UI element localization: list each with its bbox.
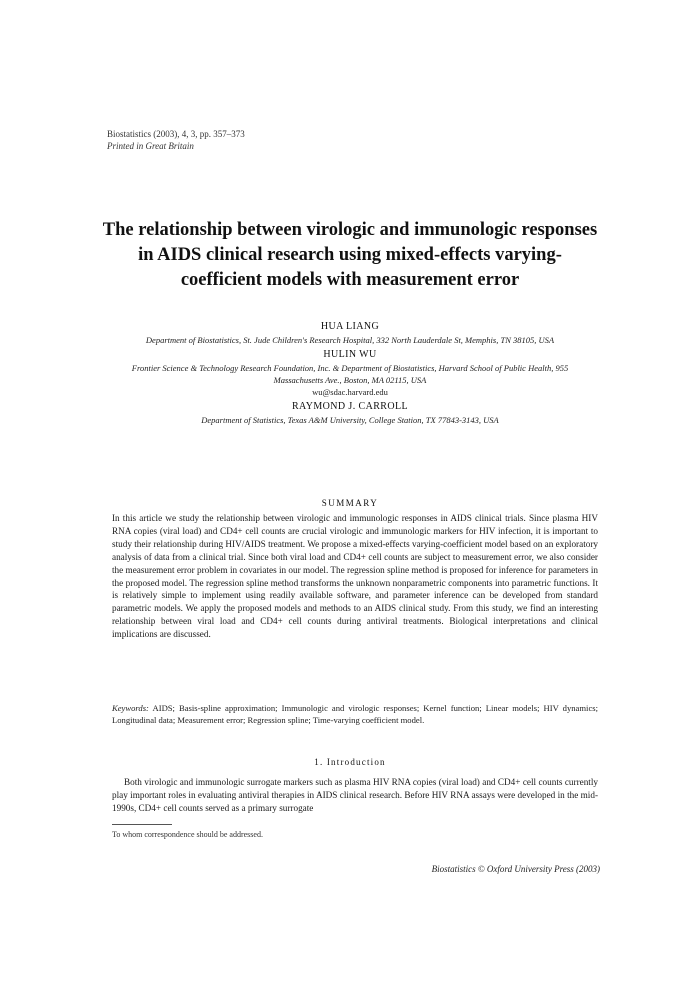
summary-heading: SUMMARY	[321, 498, 379, 508]
author-name: RAYMOND J. CARROLL	[291, 401, 408, 412]
section-heading-introduction: 1. Introduction	[314, 757, 386, 767]
author-name: HULIN WU	[323, 349, 377, 360]
keywords-list: AIDS; Basis-spline approximation; Immunologic and virologic responses; Kernel function; Linear models; HIV dynamics; Longitudinal data; Measurement error; Regression spline; Time-varying coefficient model.	[112, 703, 598, 725]
author-affiliation: Department of Statistics, Texas A&M University, College Station, TX 77843-3143, USA	[201, 415, 499, 425]
author-block	[120, 318, 580, 426]
author-email[interactable]: wu@sdac.harvard.edu	[312, 387, 388, 397]
author-affiliation: Frontier Science & Technology Research Foundation, Inc. & Department of Biostatistics, Harvard School of Public Health, 955 Massachusetts Ave., Boston, MA 02115, USA	[131, 363, 569, 385]
keywords-label: Keywords:	[112, 703, 149, 713]
paper-title: The relationship between virologic and immunologic responses in AIDS clinical research using mixed-effects varying-coefficient models with measurement error	[102, 220, 598, 290]
journal-reference	[107, 128, 245, 152]
printed-in-note: Printed in Great Britain	[107, 141, 194, 151]
abstract-text: In this article we study the relationship between virologic and immunologic responses in AIDS clinical trials. Since plasma HIV RNA copies (viral load) and CD4+ cell counts are crucial virologic and immunologic markers for HIV infection, it is important to study their relationship during HIV/AIDS treatment. We propose a mixed-effects varying-coefficient model based on an exploratory analysis of data from a clinical trial. Since both viral load and CD4+ cell counts are subject to measurement error, we also consider the measurement error problem in covariates in our model. The regression spline method is proposed for inference for parameters in the proposed model. The regression spline method transforms the unknown nonparametric components into parametric functions. It is relatively simple to implement using readily available software, and parameter inference can be developed from standard parametric models. We apply the proposed models and methods to an AIDS clinical study. From this study, we find an interesting relationship between viral load and CD4+ cell counts during antiviral treatments. Biological interpretations and clinical implications are discussed.	[112, 513, 598, 640]
footnote-divider	[112, 824, 172, 825]
introduction-text: Both virologic and immunologic surrogate markers such as plasma HIV RNA copies (viral load) and CD4+ cell counts currently play important roles in evaluating antiviral therapies in AIDS clinical research. Before HIV RNA assays were developed in the mid-1990s, CD4+ cell counts served as a primary surrogate	[112, 777, 598, 813]
footnote: To whom correspondence should be addressed.	[112, 830, 263, 839]
author-affiliation: Department of Biostatistics, St. Jude Children's Research Hospital, 332 North Lauderdale St, Memphis, TN 38105, USA	[145, 335, 555, 345]
journal-citation: Biostatistics (2003), 4, 3, pp. 357–373	[107, 129, 245, 139]
publisher-note: Biostatistics © Oxford University Press (2003)	[431, 864, 600, 874]
author-name: HUA LIANG	[320, 321, 380, 332]
keywords	[112, 702, 598, 726]
